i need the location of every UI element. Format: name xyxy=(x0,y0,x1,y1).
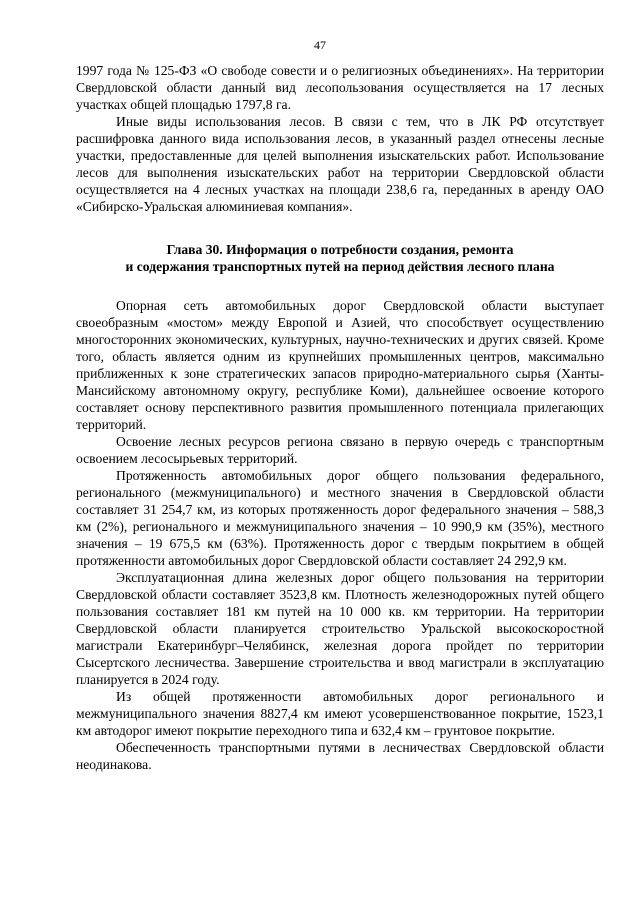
paragraph-road-network: Опорная сеть автомобильных дорог Свердловской области выступает своеобразным «мостом» между Европой и Азией, что способствует осуществлению многосторонних экономических, культурных, научно-технических и других связей. Кроме того, область является одним из крупнейших промышленных центров, максимально приближенных к зоне стратегических запасов природно-материального сырья (Ханты-Мансийскому автономному округу, республике Коми), дальнейшее освоение которого составляет основу перспективного развития промышленного потенциала прилегающих территорий. xyxy=(76,298,604,432)
page-body xyxy=(76,62,604,773)
paragraph-other-forest-uses: Иные виды использования лесов. В связи с тем, что в ЛК РФ отсутствует расшифровка данного вида использования лесов, в указанный раздел отнесены лесные участки, предоставленные для целей выполнения изыскательских работ. Использование лесов для выполнения изыскательских работ на территории Свердловской области осуществляется на 4 лесных участках на площади 238,6 га, переданных в аренду ОАО «Сибирско-Уральская алюминиевая компания». xyxy=(76,114,604,214)
paragraph-road-surfaces: Из общей протяженности автомобильных дорог регионального и межмуниципального значения 8827,4 км имеют усовершенствованное покрытие, 1523,1 км автодорог имеют покрытие переходного типа и 632,4 км – грунтовое покрытие. xyxy=(76,689,604,738)
page-number: 47 xyxy=(314,38,326,52)
paragraph-railways: Эксплуатационная длина железных дорог общего пользования на территории Свердловской области составляет 3523,8 км. Плотность железнодорожных путей общего пользования составляет 181 км путей на 10 000 кв. км территории. На территории Свердловской области планируется строительство Уральской высокоскоростной магистрали Екатеринбург–Челябинск, железная дорога пройдет по территории Сысертского лесничества. Завершение строительства и ввод магистрали в эксплуатацию планируется в 2024 году. xyxy=(76,570,604,687)
paragraph-continuation: 1997 года № 125-ФЗ «О свободе совести и о религиозных объединениях». На территории Свердловской области данный вид лесопользования осуществляется на 17 лесных участках общей площадью 1797,8 га. xyxy=(76,63,604,112)
paragraph-road-length: Протяженность автомобильных дорог общего пользования федерального, регионального (межмуниципального) и местного значения в Свердловской области составляет 31 254,7 км, из которых протяженность дорог федерального значения – 588,3 км (2%), регионального и межмуниципального значения – 10 990,9 км (35%), местного значения – 19 675,5 км (63%). Протяженность дорог с твердым покрытием в общей протяженности автомобильных дорог Свердловской области составляет 24 292,9 км. xyxy=(76,468,604,568)
paragraph-transport-provision: Обеспеченность транспортными путями в лесничествах Свердловской области неодинакова. xyxy=(76,740,604,772)
chapter-title-line-1: Глава 30. Информация о потребности создания, ремонта xyxy=(166,242,514,257)
paragraph-forest-development: Освоение лесных ресурсов региона связано в первую очередь с транспортным освоением лесосырьевых территорий. xyxy=(76,434,604,466)
chapter-title xyxy=(76,241,604,275)
chapter-title-line-2: и содержания транспортных путей на период действия лесного плана xyxy=(125,259,555,274)
